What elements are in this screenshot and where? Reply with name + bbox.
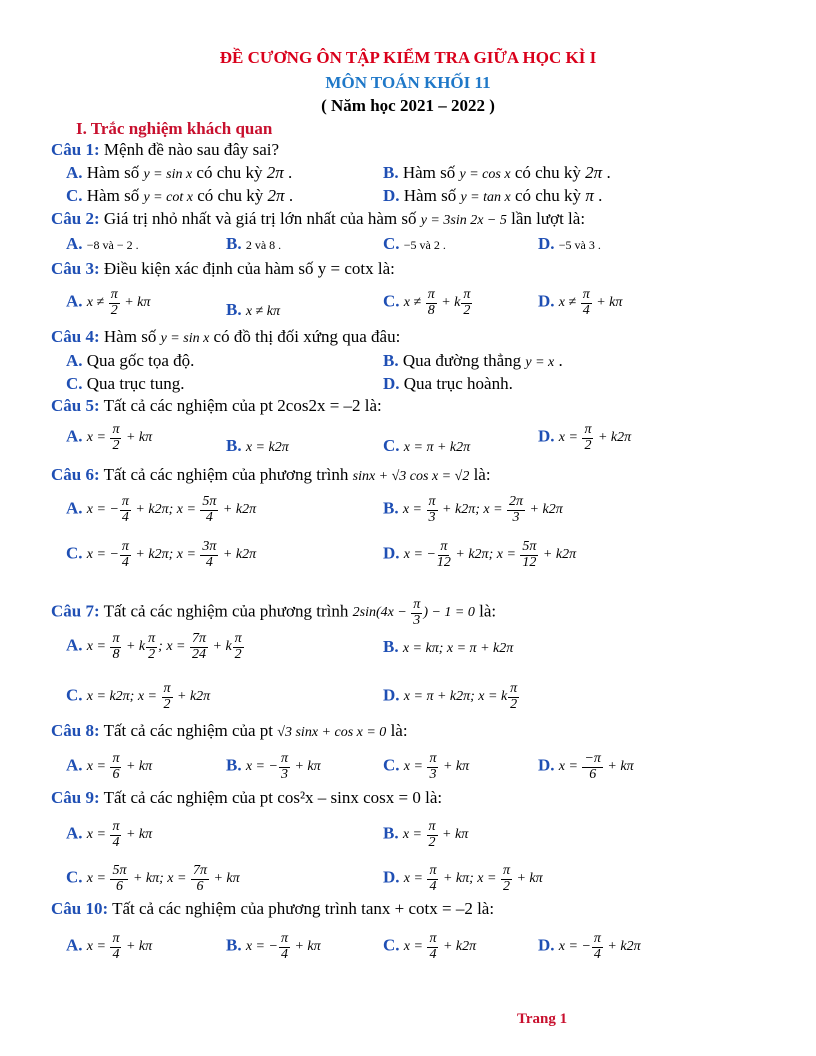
q9-option-d: D. x = $\frac{\pi}{4}$ + kπ; x = $\frac{\pi}{2}$ + kπ <box>383 863 543 894</box>
q3-option-c: C. x ≠ $\frac{\pi}{8}$ + k $\frac{\pi}{2}$ <box>383 287 471 318</box>
doc-subject: MÔN TOÁN KHỐI 11 <box>325 73 491 92</box>
q10-option-a: A. x = $\frac{\pi}{4}$ + kπ <box>66 931 153 962</box>
q1-option-d: D. Hàm số y = tan x có chu kỳ π . <box>383 186 603 205</box>
page-number: Trang 1 <box>517 1011 568 1027</box>
q4-option-d: D. Qua trục hoành. <box>383 374 513 393</box>
q3-option-b: B. x ≠ kπ <box>226 300 280 319</box>
q5-option-d: D. x = $\frac{\pi}{2}$ + k2π <box>538 422 632 453</box>
q10-option-b: B. x = − $\frac{\pi}{4}$ + kπ <box>226 931 321 962</box>
q9-option-b: B. x = $\frac{\pi}{2}$ + kπ <box>383 819 469 850</box>
q8-option-b: B. x = − $\frac{\pi}{3}$ + kπ <box>226 751 321 782</box>
q10-option-d: D. x = − $\frac{\pi}{4}$ + k2π <box>538 931 641 962</box>
question-7: Câu 7: Tất cả các nghiệm của phương trình 2sin(4x − $\frac{\pi}{3}$ ) − 1 = 0 là: <box>51 597 497 628</box>
q6-option-d: D. x = − $\frac{\pi}{12}$ + k2π; x = $\frac{5\pi}{12}$ + k2π <box>383 539 577 570</box>
q8-option-a: A. x = $\frac{\pi}{6}$ + kπ <box>66 751 153 782</box>
q4-option-b: B. Qua đường thẳng y = x . <box>383 351 563 370</box>
q1-option-a: A. Hàm số y = sin x có chu kỳ 2π . <box>66 163 293 182</box>
q6-option-a: A. x = − $\frac{\pi}{4}$ + k2π; x = $\frac{5\pi}{4}$ + k2π <box>66 494 257 525</box>
q3-option-a: A. x ≠ $\frac{\pi}{2}$ + kπ <box>66 287 151 318</box>
section-title: I. Trắc nghiệm khách quan <box>76 119 273 138</box>
q7-option-c: C. x = k2π; x = $\frac{\pi}{2}$ + k2π <box>66 681 211 712</box>
doc-title: ĐỀ CƯƠNG ÔN TẬP KIỂM TRA GIỮA HỌC KÌ I <box>219 48 597 67</box>
question-2: Câu 2: Giá trị nhỏ nhất và giá trị lớn nhất của hàm số y = 3sin 2x − 5 lần lượt là: <box>51 209 586 228</box>
question-1: Câu 1: Mệnh đề nào sau đây sai? <box>51 140 280 159</box>
q5-option-b: B. x = k2π <box>226 436 289 455</box>
q2-option-c: C. −5 và 2 . <box>383 234 446 253</box>
q4-option-c: C. Qua trục tung. <box>66 374 185 393</box>
q8-option-c: C. x = $\frac{\pi}{3}$ + kπ <box>383 751 470 782</box>
question-9: Câu 9: Tất cả các nghiệm của pt cos²x – sinx cosx = 0 là: <box>51 788 443 807</box>
q5-option-c: C. x = π + k2π <box>383 436 471 455</box>
q6-option-c: C. x = − $\frac{\pi}{4}$ + k2π; x = $\frac{3\pi}{4}$ + k2π <box>66 539 257 570</box>
question-8: Câu 8: Tất cả các nghiệm của pt √3 sinx + cos x = 0 là: <box>51 721 408 740</box>
q1-option-b: B. Hàm số y = cos x có chu kỳ 2π . <box>383 163 611 182</box>
q2-option-b: B. 2 và 8 . <box>226 234 282 253</box>
q2-option-a: A. −8 và − 2 . <box>66 234 139 253</box>
q9-option-c: C. x = $\frac{5\pi}{6}$ + kπ; x = $\frac{7\pi}{6}$ + kπ <box>66 863 240 894</box>
q2-option-d: D. −5 và 3 . <box>538 234 601 253</box>
q6-option-b: B. x = $\frac{\pi}{3}$ + k2π; x = $\frac{2\pi}{3}$ + k2π <box>383 494 563 525</box>
q4-option-a: A. Qua gốc tọa độ. <box>66 351 195 370</box>
doc-year: ( Năm học 2021 – 2022 ) <box>321 96 495 115</box>
q7-option-b: B. x = kπ; x = π + k2π <box>383 637 514 656</box>
question-4: Câu 4: Hàm số y = sin x có đồ thị đối xứng qua đâu: <box>51 327 401 346</box>
q5-option-a: A. x = $\frac{\pi}{2}$ + kπ <box>66 422 153 453</box>
question-6: Câu 6: Tất cả các nghiệm của phương trình sinx + √3 cos x = √2 là: <box>51 465 491 484</box>
q10-option-c: C. x = $\frac{\pi}{4}$ + k2π <box>383 931 477 962</box>
question-10: Câu 10: Tất cả các nghiệm của phương trình tanx + cotx = –2 là: <box>51 899 495 918</box>
question-5: Câu 5: Tất cả các nghiệm của pt 2cos2x = –2 là: <box>51 396 382 415</box>
q8-option-d: D. x = $\frac{-\pi}{6}$ + kπ <box>538 751 634 782</box>
q9-option-a: A. x = $\frac{\pi}{4}$ + kπ <box>66 819 153 850</box>
q1-option-c: C. Hàm số y = cot x có chu kỳ 2π . <box>66 186 294 205</box>
q7-option-a: A. x = $\frac{\pi}{8}$ + k $\frac{\pi}{2}$ ; x = $\frac{7\pi}{24}$ + k $\frac{\pi}{2}$ <box>66 631 242 662</box>
q3-option-d: D. x ≠ $\frac{\pi}{4}$ + kπ <box>538 287 623 318</box>
q7-option-d: D. x = π + k2π; x = k $\frac{\pi}{2}$ <box>383 681 518 712</box>
question-3: Câu 3: Điều kiện xác định của hàm số y = cotx là: <box>51 259 395 278</box>
